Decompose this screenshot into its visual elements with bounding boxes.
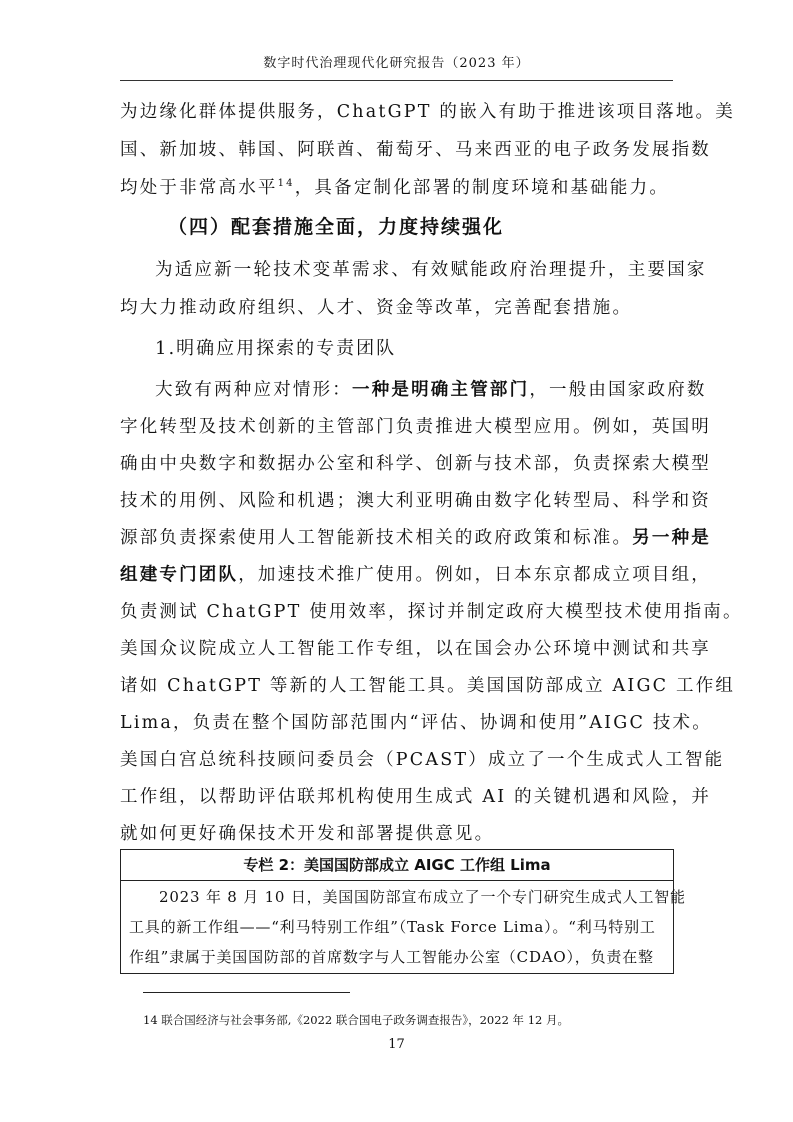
body-line xyxy=(120,174,673,199)
section-heading: （四）配套措施全面，力度持续强化 xyxy=(168,216,505,238)
body-text: ，具备定制化部署的制度环境和基础能力。 xyxy=(294,178,670,198)
sidebar-box-line: 2023 年 8 月 10 日，美国国防部宣布成立了一个专门研究生成式人工智能 xyxy=(159,888,686,906)
body-line xyxy=(155,376,707,401)
sidebar-box-line: 作组”隶属于美国国防部的首席数字与人工智能办公室（CDAO），负责在整 xyxy=(129,948,654,966)
footnote: 14 联合国经济与社会事务部,《2022 联合国电子政务调查报告》，2022 年 12 月。 xyxy=(143,1013,569,1027)
footnote-divider xyxy=(143,992,350,993)
sidebar-box xyxy=(120,849,686,974)
body-line: 就如何更好确保技术开发和部署提供意见。 xyxy=(120,824,495,844)
body-text: 源部负责探索使用人工智能新技术相关的政府政策和标准。 xyxy=(120,528,633,548)
item-heading: 1.明确应用探索的专责团队 xyxy=(155,338,397,359)
body-text: ，一般由国家政府数 xyxy=(529,380,707,400)
body-line: 均大力推动政府组织、人才、资金等改革，完善配套措施。 xyxy=(120,298,633,318)
body-line: 国、新加坡、韩国、阿联酋、葡萄牙、马来西亚的电子政务发展指数 xyxy=(120,140,711,160)
body-text: 均处于非常高水平 xyxy=(120,178,278,198)
body-line: Lima，负责在整个国防部范围内“评估、协调和使用”AIGC 技术。 xyxy=(120,713,712,733)
body-line: 技术的用例、风险和机遇；澳大利亚明确由数字化转型局、科学和资 xyxy=(120,491,711,511)
body-line: 美国白宫总统科技顾问委员会（PCAST）成立了一个生成式人工智能 xyxy=(120,750,725,770)
footnote-reference[interactable]: 14 xyxy=(277,178,295,190)
body-line: 为适应新一轮技术变革需求、有效赋能政府治理提升，主要国家 xyxy=(155,260,707,280)
emphasis-text: 组建专门团队 xyxy=(120,565,239,585)
body-line: 工作组，以帮助评估联邦机构使用生成式 AI 的关键机遇和风险，并 xyxy=(120,787,712,807)
body-line: 美国众议院成立人工智能工作专组，以在国会办公环境中测试和共享 xyxy=(120,639,711,659)
sidebar-box-title: 专栏 2：美国国防部成立 AIGC 工作组 Lima xyxy=(121,850,673,881)
body-line xyxy=(120,524,712,549)
page-number: 17 xyxy=(388,1037,405,1052)
body-text: ，加速技术推广使用。例如，日本东京都成立项目组， xyxy=(238,565,712,585)
body-line xyxy=(120,561,712,586)
emphasis-text: 一种是明确主管部门 xyxy=(352,380,530,400)
body-line: 确由中央数字和数据办公室和科学、创新与技术部，负责探索大模型 xyxy=(120,454,711,474)
header-divider xyxy=(120,80,673,81)
body-line: 为边缘化群体提供服务，ChatGPT 的嵌入有助于推进该项目落地。美 xyxy=(120,102,735,122)
body-line: 字化转型及技术创新的主管部门负责推进大模型应用。例如，英国明 xyxy=(120,417,711,437)
running-header: 数字时代治理现代化研究报告（2023 年） xyxy=(263,56,530,71)
sidebar-box-line: 工具的新工作组——“利马特别工作组”（Task Force Lima）。“利马特别工 xyxy=(129,918,656,936)
body-text: 大致有两种应对情形： xyxy=(155,380,352,400)
body-line: 诸如 ChatGPT 等新的人工智能工具。美国国防部成立 AIGC 工作组 xyxy=(120,676,736,696)
body-line: 负责测试 ChatGPT 使用效率，探讨并制定政府大模型技术使用指南。 xyxy=(120,602,743,622)
emphasis-text: 另一种是 xyxy=(632,528,712,548)
